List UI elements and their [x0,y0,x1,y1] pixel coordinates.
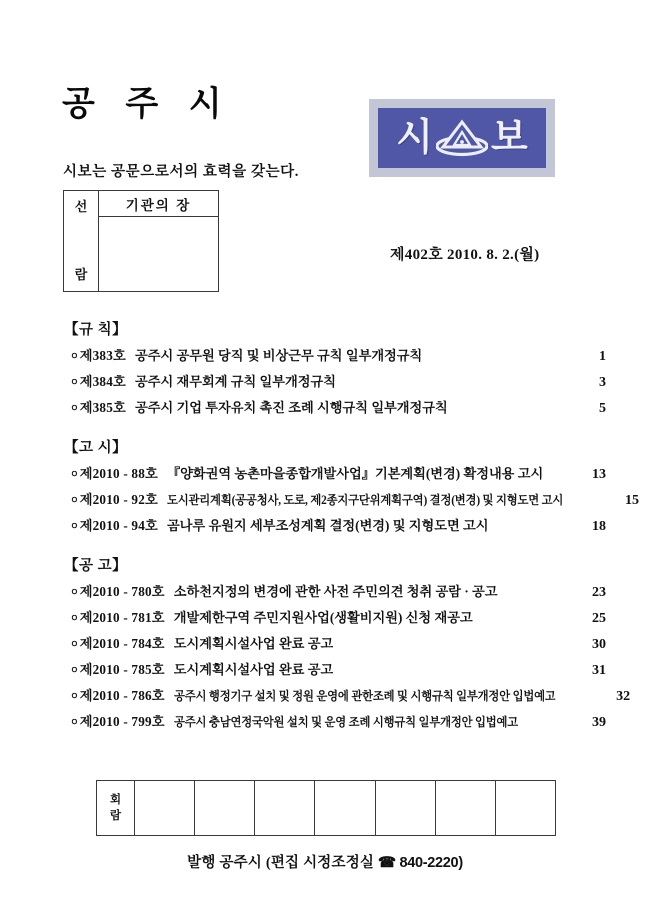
toc-section-announcements [0,554,650,737]
toc-entry-number: 제2010 - 94호 [79,518,158,533]
toc-bullet-icon: ㅇ [70,469,79,479]
circulation-label-char-2: 람 [109,809,122,822]
toc-entry-number: 제2010 - 785호 [79,662,165,677]
circulation-label [97,781,135,835]
toc-entry-page-number: 5 [599,401,606,416]
toc-bullet-icon: ㅇ [70,351,79,361]
toc-leader-dots [599,502,613,503]
toc-entry-page-number: 1 [599,349,606,364]
masthead [0,0,650,310]
toc-bullet-icon: ㅇ [70,403,79,413]
toc-entry-number: 제2010 - 784호 [79,636,165,651]
toc-entry-number: 제384호 [79,374,126,389]
toc-entry-page-number: 18 [592,519,606,534]
toc-entry-page-number: 30 [592,637,606,652]
table-of-contents [0,318,650,750]
toc-entry-title: 공주시 기업 투자유치 촉진 조례 시행규칙 일부개정규칙 [134,400,448,415]
toc-entry-title: 도시계획시설사업 완료 공고 [173,662,334,677]
toc-section-heading-notices: 【고 시】 [64,440,128,456]
toc-entry-page-number: 39 [592,715,606,730]
toc-section-heading-rules: 【규 칙】 [64,322,128,338]
circulation-cell [315,781,375,835]
footer [0,851,650,872]
toc-leader-dots [342,384,580,385]
toc-entry[interactable] [70,397,606,423]
toc-entry-number: 제2010 - 780호 [79,584,165,599]
toc-entry-title: 도시관리계획(공공청사, 도로, 제2종지구단위계획구역) 결정(변경) 및 지형도면 고시 [166,493,564,507]
approval-label-char-2: 람 [74,267,88,282]
circulation-label-char-1: 회 [109,794,122,807]
sibo-logo-panel [378,108,546,168]
circulation-table [96,780,556,836]
toc-leader-dots [479,620,580,621]
toc-section-heading-announcements: 【공 고】 [64,558,128,574]
toc-entry-number: 제383호 [79,348,126,363]
toc-entry[interactable] [70,659,606,685]
toc-leader-dots [428,358,580,359]
sibo-logo [369,99,555,177]
circulation-cell [436,781,496,835]
toc-bullet-icon: ㅇ [70,691,79,701]
toc-entry-page-number: 23 [592,585,606,600]
approval-label-column [64,191,99,291]
page-title: 공 주 시 [62,86,233,123]
toc-entry[interactable] [70,581,606,607]
toc-entry-number: 제2010 - 799호 [79,714,165,729]
toc-leader-dots [590,698,604,699]
toc-leader-dots [550,724,580,725]
toc-bullet-icon: ㅇ [70,377,79,387]
toc-entry[interactable] [70,711,606,737]
footer-publisher-text: 발행 공주시 (편집 시정조정실 [187,855,378,871]
toc-bullet-icon: ㅇ [70,495,79,505]
telephone-icon: ☎ [377,855,396,871]
toc-entry[interactable] [70,607,606,633]
toc-entry-page-number: 13 [592,467,606,482]
toc-entry-page-number: 3 [599,375,606,390]
toc-entry-page-number: 15 [624,493,639,508]
toc-bullet-icon: ㅇ [70,639,79,649]
toc-entry-page-number: 32 [616,689,631,704]
toc-entry[interactable] [70,463,606,489]
toc-leader-dots [495,528,581,529]
toc-entry[interactable] [70,345,606,371]
toc-section-notices [0,436,650,541]
footer-phone-number: 840-2220) [395,855,463,871]
toc-bullet-icon: ㅇ [70,613,79,623]
circulation-cell [496,781,555,835]
toc-leader-dots [339,672,580,673]
circulation-cell [195,781,255,835]
toc-entry-title: 공주시 행정기구 설치 및 정원 운영에 관한조례 및 시행규칙 일부개정안 입법예고 [173,689,556,703]
toc-entry-number: 제2010 - 781호 [79,610,165,625]
toc-bullet-icon: ㅇ [70,665,79,675]
toc-entry-page-number: 31 [592,663,606,678]
toc-leader-dots [339,646,580,647]
approval-stamp-table [63,190,219,292]
toc-bullet-icon: ㅇ [70,717,79,727]
toc-entry-number: 제385호 [79,400,126,415]
toc-entry-title: 공주시 충남연정국악원 설치 및 운영 조례 시행규칙 일부개정안 입법예고 [173,715,518,729]
toc-bullet-icon: ㅇ [70,587,79,597]
approval-signature-area [99,217,218,291]
toc-entry-title: 개발제한구역 주민지원사업(생활비지원) 신청 재공고 [173,610,473,625]
gongju-city-emblem-icon [436,117,488,159]
toc-entry-number: 제2010 - 92호 [79,492,158,507]
toc-entry-title: 공주시 공무원 당직 및 비상근무 규칙 일부개정규칙 [134,348,423,363]
toc-entry[interactable] [70,685,631,711]
toc-entry[interactable] [70,371,606,397]
toc-entry-title: 공주시 재무회계 규칙 일부개정규칙 [134,374,336,389]
toc-entry-title: 도시계획시설사업 완료 공고 [173,636,334,651]
toc-entry-title: 『양화권역 농촌마을종합개발사업』기본계획(변경) 확정내용 고시 [166,466,544,481]
circulation-cell [255,781,315,835]
tagline-text: 시보는 공문으로서의 효력을 갖는다. [63,164,300,180]
issue-number-and-date: 제402호 2010. 8. 2.(월) [390,247,540,263]
toc-bullet-icon: ㅇ [70,521,79,531]
logo-char-si: 시 [396,117,433,159]
toc-entry-number: 제2010 - 88호 [79,466,158,481]
toc-entry[interactable] [70,633,606,659]
toc-entry-number: 제2010 - 786호 [79,688,165,703]
approval-table-header: 기관의 장 [99,191,218,217]
toc-leader-dots [549,476,580,477]
circulation-cell [135,781,195,835]
toc-leader-dots [454,410,580,411]
approval-label-char-1: 선 [74,199,88,214]
circulation-cell [376,781,436,835]
toc-entry-title: 곰나루 유원지 세부조성계획 결정(변경) 및 지형도면 고시 [166,518,489,533]
toc-section-rules [0,318,650,423]
toc-entry[interactable] [70,515,606,541]
toc-entry-page-number: 25 [592,611,606,626]
logo-char-bo: 보 [491,117,528,159]
toc-entry-title: 소하천지정의 변경에 관한 사전 주민의견 청취 공람 · 공고 [173,584,498,599]
toc-entry[interactable] [70,489,639,515]
toc-leader-dots [504,594,580,595]
approval-content-column [99,191,218,291]
